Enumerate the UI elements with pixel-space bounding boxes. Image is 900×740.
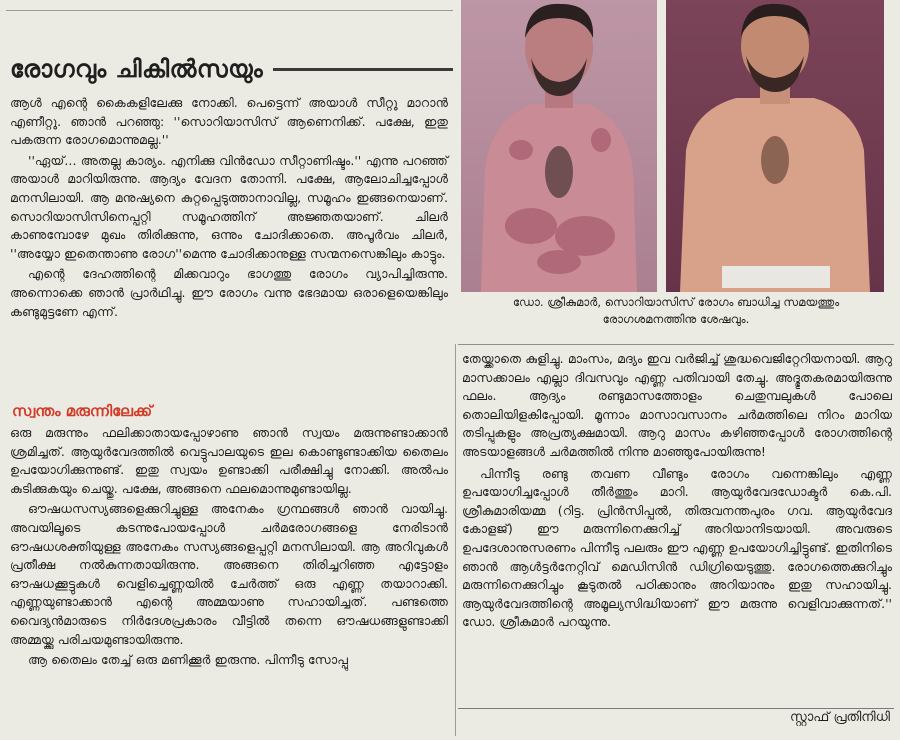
- headline: രോഗവും ചികിൽസയും: [6, 54, 273, 84]
- paragraph: പിന്നീടു രണ്ടു തവണ വീണ്ടും രോഗം വന്നെങ്കിലും എണ്ണ ഉപയോഗിച്ചപ്പോൾ തീർത്തും മാറി. ആയുർവേദഡോക്ടർ കെ.പി. ശ്രീകുമാരിയമ്മ (റിട്ട. പ്രിൻസിപ്പൽ, തിരുവനന്തപുരം ഗവ. ആയുർവേദ കോളജ്) ഈ മരുന്നിനെക്കുറിച്ച് അറിയാനിടയായി. അവരുടെ ഉപദേശാനുസരണം പിന്നീടു പലരും ഈ എണ്ണ ഉപയോഗിച്ചിട്ടുണ്ട്. ഇതിനിടെ ഞാൻ ആൾട്ടർനേറ്റിവ് മെഡിസിൻ ഡിഗ്രിയെടുത്തു. രോഗത്തെക്കുറിച്ചും മരുന്നിനെക്കുറിച്ചും കൂടുതൽ പഠിക്കാനും അറിയാനും ഇതു സഹായിച്ചു. ആയുർവേദത്തിന്റെ അമൂല്യസിദ്ധിയാണ് ഈ മരുന്നു വെളിവാക്കുന്നത്.'' ഡോ. ശ്രീകുമാർ പറയുന്നു.: [462, 465, 892, 630]
- paragraph: ഒരു മരുന്നും ഫലിക്കാതായപ്പോഴാണു ഞാൻ സ്വയം മരുന്നുണ്ടാക്കാൻ ശ്രമിച്ചത്. ആയുർവേദത്തിൽ വെട്ടുപാലയുടെ ഇല കൊണ്ടുണ്ടാക്കിയ തൈലം ഉപയോഗിക്കുന്നുണ്ട്. ഇതു സ്വയം ഉണ്ടാക്കി പരീക്ഷിച്ചു നോക്കി. അൽപം കുടിക്കുകയും ചെയ്തു. പക്ഷേ, അങ്ങനെ ഫലമൊന്നുമുണ്ടായില്ല.: [10, 425, 448, 496]
- byline-rule: [458, 708, 894, 709]
- column-divider: [455, 344, 456, 736]
- photo-before-treatment: [461, 0, 657, 292]
- caption-line-1: ഡോ. ശ്രീകുമാർ, സൊറിയാസിസ് രോഗം ബാധിച്ച സമയത്തും: [512, 295, 840, 309]
- left-text-block-2: [10, 424, 448, 672]
- paragraph: എന്റെ ദേഹത്തിന്റെ മിക്കവാറും ഭാഗത്തു രോഗം വ്യാപിച്ചിരുന്നു. അന്നൊക്കെ ഞാൻ പ്രാർഥിച്ചു. ഈ രോഗം വന്നു ഭേദമായ ഒരാളെയെങ്കിലും കണ്ടുമുട്ടണേ എന്ന്.: [10, 266, 448, 319]
- right-column-rule: [458, 344, 894, 345]
- photo-caption: [461, 294, 891, 328]
- top-rule: [6, 10, 453, 11]
- subheading: സ്വന്തം മരുന്നിലേക്ക്: [12, 402, 153, 420]
- paragraph: ആ തൈലം തേച്ച് ഒരു മണിക്കൂർ ഇരുന്നു. പിന്നീടു സോപ്പു: [28, 652, 348, 668]
- person-before-illustration: [461, 0, 657, 292]
- person-after-illustration: [666, 0, 884, 292]
- paragraph: ആൾ എന്റെ കൈകളിലേക്കു നോക്കി. പെട്ടെന്ന് അയാൾ സീറ്റു മാറാൻ എണീറ്റു. ഞാൻ പറഞ്ഞു: ''സൊറിയാസിസ് ആണെനിക്ക്. പക്ഷേ, ഇതു പകരുന്ന രോഗമൊന്നുമല്ല.'': [10, 95, 448, 148]
- caption-line-2: രോഗശമനത്തിനു ശേഷവും.: [602, 312, 750, 326]
- paragraph: തേയ്ക്കാതെ കുളിച്ചു. മാംസം, മദ്യം ഇവ വർജിച്ച് ശുദ്ധവെജിറ്റേറിയനായി. ആറു മാസക്കാലം എല്ലാ ദിവസവും എണ്ണ പതിവായി തേച്ചു. അദ്ഭുതകരമായിരുന്നു ഫലം. ആദ്യം രണ്ടുമാസത്തോളം ചെതുമ്പലുകൾ പോലെ തൊലിയിളകിപ്പോയി. മൂന്നാം മാസാവസാനം ചർമത്തിലെ നിറം മാറിയ തടിപ്പുകളും അപ്രത്യക്ഷമായി. ആറു മാസം കഴിഞ്ഞപ്പോൾ രോഗത്തിന്റെ അടയാളങ്ങൾ ചർമത്തിൽ നിന്നു മാഞ്ഞുപോയിരുന്നു!: [462, 351, 892, 459]
- paragraph: ''ഏയ്... അതല്ല കാര്യം. എനിക്കു വിൻഡോ സീറ്റാണിഷ്ടം.'' എന്നു പറഞ്ഞ് അയാൾ മാറിയിരുന്നു. ആദ്യം വേദന തോന്നി. പക്ഷേ, ആലോചിച്ചപ്പോൾ മനസിലായി. ആ മനുഷ്യനെ കുറ്റപ്പെടുത്താനാവില്ല, സമൂഹം ഇങ്ങനെയാണ്. സൊറിയാസിസിനെപ്പറ്റി സമൂഹത്തിന് അജ്ഞതയാണ്. ചിലർ കാണുമ്പോഴേ മുഖം തിരിക്കുന്നു, ഒന്നും ചോദിക്കാതെ. അപൂർവം ചിലർ, ''അയ്യോ ഇതെന്താണു രോഗ''മെന്നു ചോദിക്കാനുള്ള സന്മനസെങ്കിലും കാട്ടും.: [10, 152, 448, 261]
- photo-after-treatment: [666, 0, 884, 292]
- headline-block: [6, 54, 453, 84]
- left-text-block-1: [10, 94, 448, 323]
- paragraph: ഔഷധസസ്യങ്ങളെക്കുറിച്ചുള്ള അനേകം ഗ്രന്ഥങ്ങൾ ഞാൻ വായിച്ചു. അവയിലൂടെ കടന്നുപോയപ്പോൾ ചർമരോഗങ്ങളെ നേരിടാൻ ഔഷധശക്തിയുള്ള അനേകം സസ്യങ്ങളെപ്പറ്റി മനസിലായി. ആ അറിവുകൾ പ്രതീക്ഷ നൽകുന്നതായിരുന്നു. അങ്ങനെ തിരിച്ചറിഞ്ഞ എട്ടോളം ഔഷധക്കൂട്ടുകൾ വെളിച്ചെണ്ണയിൽ ചേർത്ത് ഒരു എണ്ണ തയാറാക്കി. എണ്ണയുണ്ടാക്കാൻ എന്റെ അമ്മയാണു സഹായിച്ചത്. പണ്ടത്തെ വൈദ്യൻമാരുടെ നിർദേശപ്രകാരം വീട്ടിൽ തന്നെ ഔഷധങ്ങളുണ്ടാക്കി അമ്മയ്ക്കു പരിചയമുണ്ടായിരുന്നു.: [10, 501, 448, 647]
- byline: സ്റ്റാഫ് പ്രതിനിധി: [790, 710, 890, 725]
- right-text-block: [462, 350, 892, 635]
